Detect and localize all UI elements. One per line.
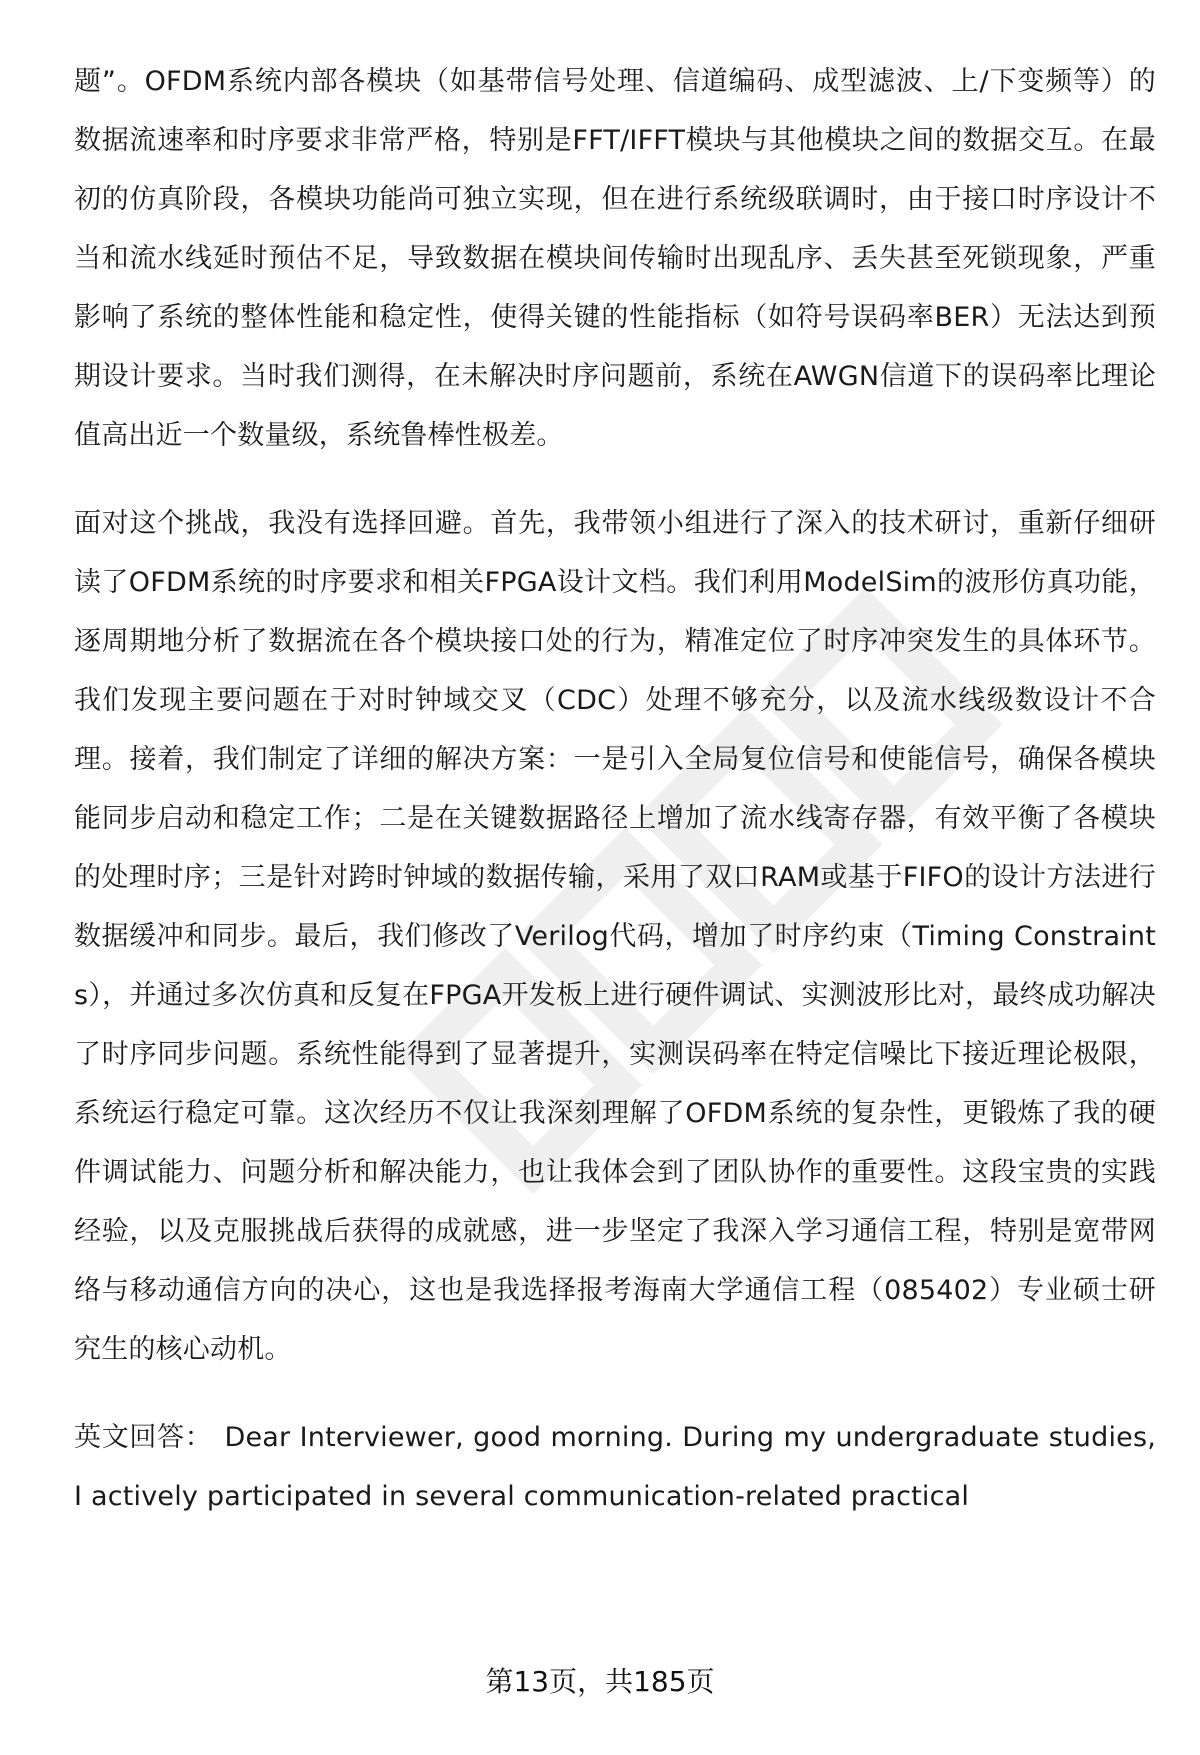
english-answer-label: 英文回答： bbox=[74, 1422, 213, 1453]
body-paragraph-1: 题”。OFDM系统内部各模块（如基带信号处理、信道编码、成型滤波、上/下变频等）的数据流速率和时序要求非常严格，特别是FFT/IFFT模块与其他模块之间的数据交互。在最初的仿真阶段，各模块功能尚可独立实现，但在进行系统级联调时，由于接口时序设计不当和流水线延时预估不足，导致数据在模块间传输时出现乱序、丢失甚至死锁现象，严重影响了系统的整体性能和稳定性，使得关键的性能指标（如符号误码率BER）无法达到预期设计要求。当时我们测得，在未解决时序问题前，系统在AWGN信道下的误码率比理论值高出近一个数量级，系统鲁棒性极差。 bbox=[74, 66, 1156, 451]
english-answer-text: Dear Interviewer, good morning. During my undergraduate studies, I actively participated in several communication-related practical bbox=[74, 1422, 1157, 1512]
english-answer-paragraph bbox=[74, 1408, 1156, 1526]
page-footer: 第13页，共185页 bbox=[485, 1665, 715, 1698]
document-page bbox=[74, 52, 1156, 1526]
body-paragraph-2: 面对这个挑战，我没有选择回避。首先，我带领小组进行了深入的技术研讨，重新仔细研读了OFDM系统的时序要求和相关FPGA设计文档。我们利用ModelSim的波形仿真功能，逐周期地分析了数据流在各个模块接口处的行为，精准定位了时序冲突发生的具体环节。我们发现主要问题在于对时钟域交叉（CDC）处理不够充分，以及流水线级数设计不合理。接着，我们制定了详细的解决方案：一是引入全局复位信号和使能信号，确保各模块能同步启动和稳定工作；二是在关键数据路径上增加了流水线寄存器，有效平衡了各模块的处理时序；三是针对跨时钟域的数据传输，采用了双口RAM或基于FIFO的设计方法进行数据缓冲和同步。最后，我们修改了Verilog代码，增加了时序约束（Timing Constraints），并通过多次仿真和反复在FPGA开发板上进行硬件调试、实测波形比对，最终成功解决了时序同步问题。系统性能得到了显著提升，实测误码率在特定信噪比下接近理论极限，系统运行稳定可靠。这次经历不仅让我深刻理解了OFDM系统的复杂性，更锻炼了我的硬件调试能力、问题分析和解决能力，也让我体会到了团队协作的重要性。这段宝贵的实践经验，以及克服挑战后获得的成就感，进一步坚定了我深入学习通信工程，特别是宽带网络与移动通信方向的决心，这也是我选择报考海南大学通信工程（085402）专业硕士研究生的核心动机。 bbox=[74, 508, 1156, 1365]
